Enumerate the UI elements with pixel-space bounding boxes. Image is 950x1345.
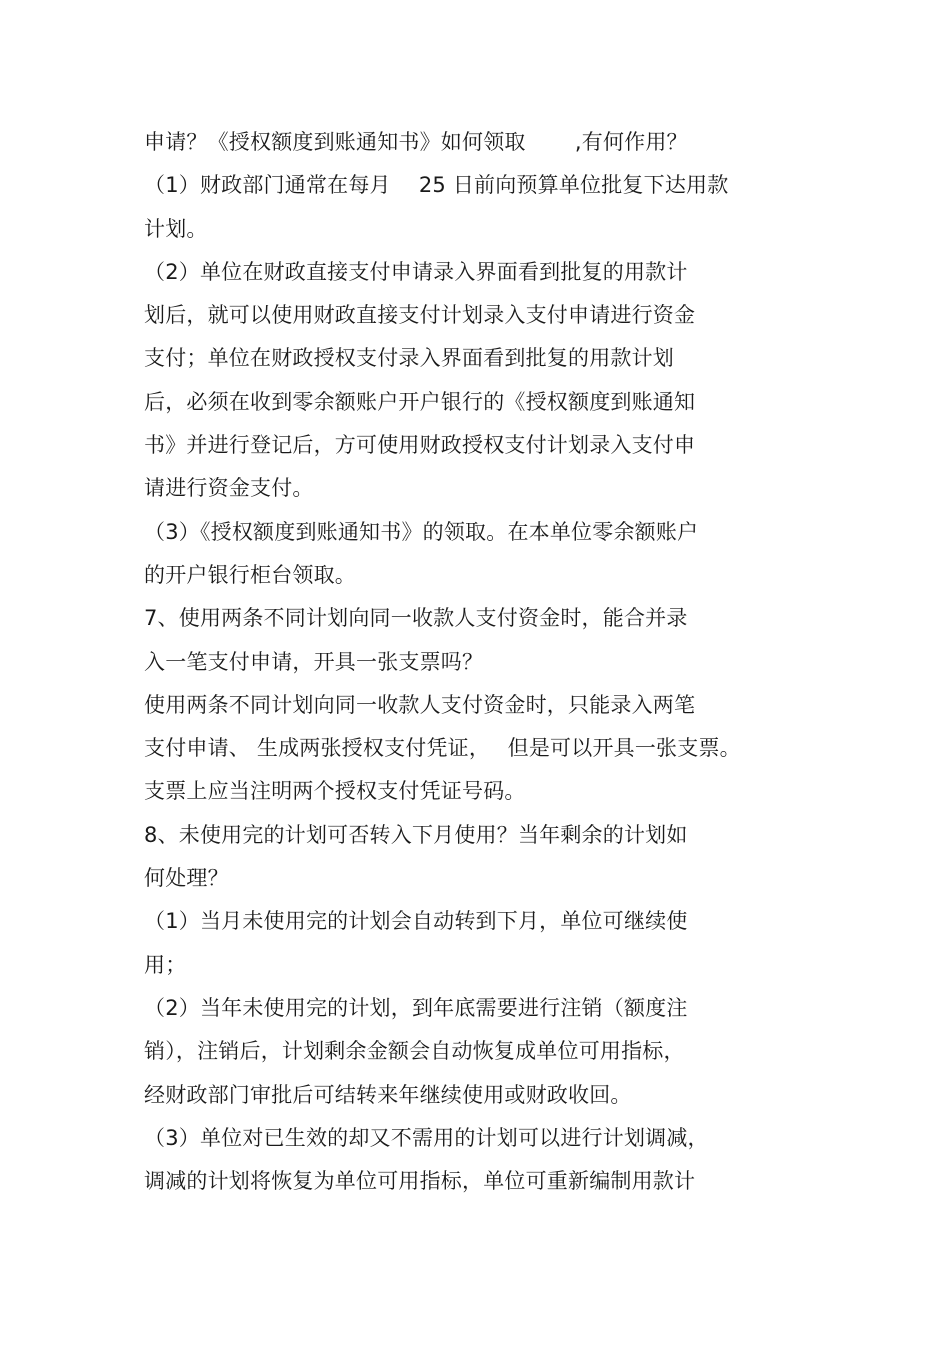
text-line: 支票上应当注明两个授权支付凭证号码。 xyxy=(144,779,526,804)
text-line: 支付申请、 生成两张授权支付凭证， 但是可以开具一张支票。 xyxy=(144,736,741,761)
text-line: 用； xyxy=(144,952,187,977)
text-line: 入一笔支付申请，开具一张支票吗？ xyxy=(144,649,484,674)
text-line: 的开户银行柜台领取。 xyxy=(144,562,356,587)
text-line: 支付；单位在财政授权支付录入界面看到批复的用款计划 xyxy=(144,346,674,371)
document-body xyxy=(144,121,934,1203)
text-line: （1）财政部门通常在每月 25 日前向预算单位批复下达用款 xyxy=(144,173,729,198)
text-line: 8、未使用完的计划可否转入下月使用？当年剩余的计划如 xyxy=(144,822,688,847)
text-line: 书》并进行登记后，方可使用财政授权支付计划录入支付申 xyxy=(144,433,696,458)
text-line: （3）单位对已生效的却又不需用的计划可以进行计划调减， xyxy=(144,1125,709,1150)
text-line: 申请？《授权额度到账通知书》如何领取 ,有何作用？ xyxy=(144,130,688,154)
text-line: 划后，就可以使用财政直接支付计划录入支付申请进行资金 xyxy=(144,303,696,328)
text-line: （2）当年未使用完的计划，到年底需要进行注销（额度注 xyxy=(144,995,688,1020)
text-line: 调减的计划将恢复为单位可用指标，单位可重新编制用款计 xyxy=(144,1169,696,1194)
text-line: 经财政部门审批后可结转来年继续使用或财政收回。 xyxy=(144,1082,632,1107)
text-line: （1）当月未使用完的计划会自动转到下月，单位可继续使 xyxy=(144,909,688,934)
text-line: 销），注销后，计划剩余金额会自动恢复成单位可用指标， xyxy=(144,1039,685,1064)
text-line: （2）单位在财政直接支付申请录入界面看到批复的用款计 xyxy=(144,259,688,284)
text-line: 请进行资金支付。 xyxy=(144,476,314,501)
text-line: 何处理？ xyxy=(144,866,229,891)
text-line: 使用两条不同计划向同一收款人支付资金时，只能录入两笔 xyxy=(144,692,696,717)
text-line: 计划。 xyxy=(144,216,208,241)
text-line: （3）《授权额度到账通知书》的领取。在本单位零余额账户 xyxy=(144,519,699,544)
text-line: 后，必须在收到零余额账户开户银行的《授权额度到账通知 xyxy=(144,389,696,414)
text-line: 7、使用两条不同计划向同一收款人支付资金时，能合并录 xyxy=(144,606,688,631)
